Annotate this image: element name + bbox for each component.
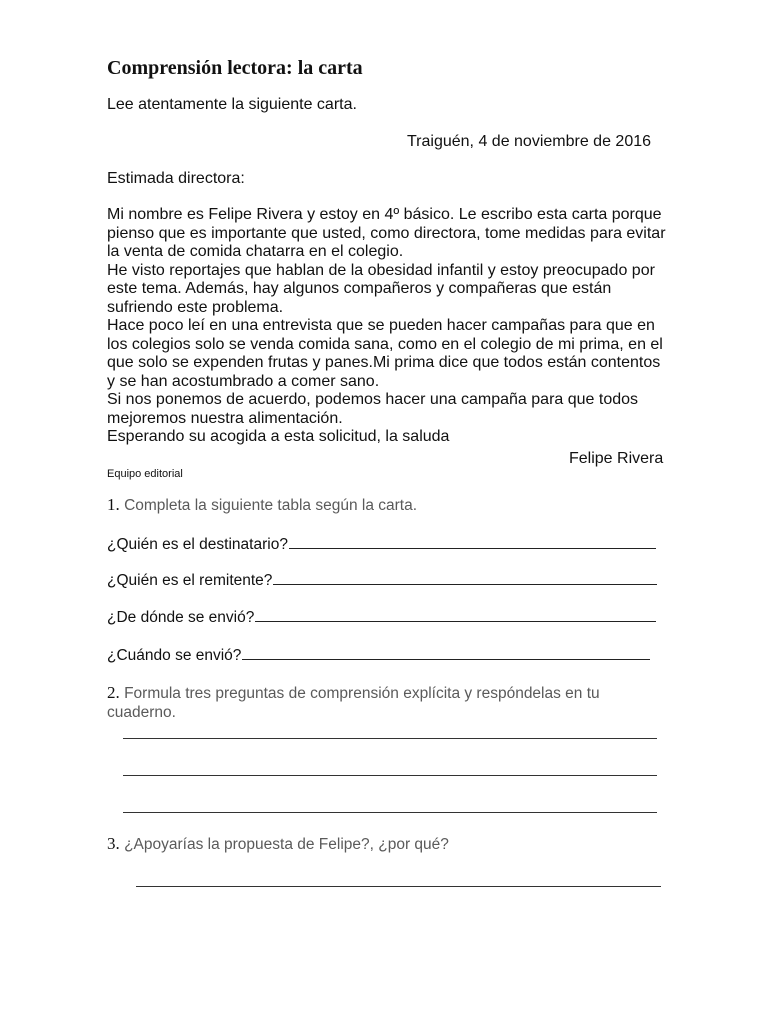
field-date bbox=[107, 645, 650, 666]
credit-text: Equipo editorial bbox=[107, 468, 183, 480]
answer-line[interactable] bbox=[123, 738, 657, 739]
field-label: ¿Quién es el destinatario? bbox=[107, 536, 288, 553]
answer-blank[interactable] bbox=[289, 534, 656, 549]
question-3 bbox=[107, 834, 449, 855]
field-label: ¿De dónde se envió? bbox=[107, 609, 255, 626]
question-2-text-continued: cuaderno. bbox=[107, 704, 176, 721]
letter-line: los colegios solo se venda comida sana, como en el colegio de mi prima, en el bbox=[107, 335, 663, 353]
answer-blank[interactable] bbox=[242, 645, 650, 660]
letter-line: y se han acostumbrado a comer sano. bbox=[107, 372, 380, 390]
question-2 bbox=[107, 683, 600, 704]
letter-line: Hace poco leí en una entrevista que se pueden hacer campañas para que en bbox=[107, 317, 655, 334]
field-origin bbox=[107, 607, 656, 628]
letter-line: Mi nombre es Felipe Rivera y estoy en 4º básico. Le escribo esta carta porque bbox=[107, 206, 662, 223]
page-title: Comprensión lectora: la carta bbox=[107, 57, 363, 79]
field-sender bbox=[107, 570, 657, 591]
answer-line[interactable] bbox=[123, 812, 657, 813]
reading-instruction: Lee atentamente la siguiente carta. bbox=[107, 96, 357, 113]
question-1 bbox=[107, 495, 417, 516]
letter-place-date: Traiguén, 4 de noviembre de 2016 bbox=[407, 133, 652, 150]
letter-line: que solo se expenden frutas y panes.Mi prima dice que todos están contentos bbox=[107, 354, 661, 371]
letter-line: Si nos ponemos de acuerdo, podemos hacer una campaña para que todos bbox=[107, 391, 639, 408]
field-label: ¿Cuándo se envió? bbox=[107, 647, 242, 664]
question-3-number: 3. bbox=[107, 834, 120, 853]
letter-signature: Felipe Rivera bbox=[569, 450, 664, 467]
question-1-number: 1. bbox=[107, 495, 120, 514]
letter-line: la venta de comida chatarra en el colegio. bbox=[107, 243, 404, 260]
answer-line[interactable] bbox=[123, 775, 657, 776]
question-1-text: Completa la siguiente tabla según la carta. bbox=[124, 497, 418, 514]
answer-blank[interactable] bbox=[273, 570, 657, 585]
letter-line: este tema. Además, hay algunos compañeros y compañeras que están bbox=[107, 280, 612, 297]
letter-line: mejoremos nuestra alimentación. bbox=[107, 409, 343, 427]
question-3-text: ¿Apoyarías la propuesta de Felipe?, ¿por qué? bbox=[124, 836, 449, 853]
letter-line: sufriendo este problema. bbox=[107, 298, 284, 316]
letter-line: He visto reportajes que hablan de la obesidad infantil y estoy preocupado por bbox=[107, 261, 655, 279]
field-recipient bbox=[107, 534, 656, 555]
field-label: ¿Quién es el remitente? bbox=[107, 572, 273, 589]
question-2-text: Formula tres preguntas de comprensión explícita y respóndelas en tu bbox=[124, 685, 600, 702]
answer-blank[interactable] bbox=[255, 607, 656, 622]
letter-greeting: Estimada directora: bbox=[107, 170, 245, 187]
letter-body bbox=[107, 206, 667, 447]
answer-line[interactable] bbox=[136, 886, 661, 887]
letter-line: pienso que es importante que usted, como directora, tome medidas para evitar bbox=[107, 224, 666, 242]
question-2-number: 2. bbox=[107, 683, 120, 702]
letter-line: Esperando su acogida a esta solicitud, la saluda bbox=[107, 428, 450, 445]
